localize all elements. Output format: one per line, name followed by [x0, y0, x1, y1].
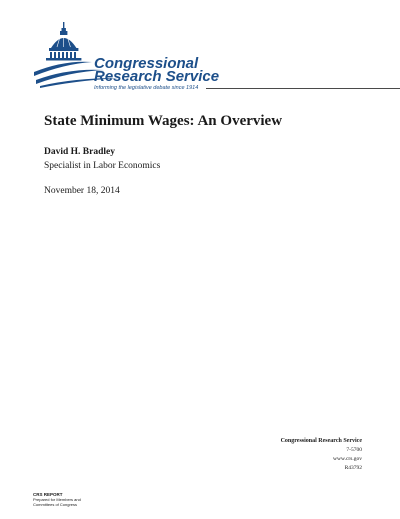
- logo-tagline: Informing the legislative debate since 1914: [94, 85, 199, 91]
- logo-name-line2: Research Service: [94, 68, 220, 85]
- contact-phone: 7-5700: [346, 447, 362, 453]
- author-role: Specialist in Labor Economics: [44, 161, 161, 171]
- report-date: November 18, 2014: [44, 186, 120, 196]
- logo-divider: [206, 88, 400, 89]
- crs-logo: [28, 22, 373, 92]
- footer-label: CRS REPORT: [33, 492, 63, 497]
- crs-report-footer: [33, 492, 81, 507]
- author-name: David H. Bradley: [44, 147, 115, 157]
- contact-org: Congressional Research Service: [280, 438, 362, 444]
- report-number: R43792: [344, 465, 362, 471]
- report-title: State Minimum Wages: An Overview: [44, 113, 283, 129]
- footer-line1: Prepared for Members and: [33, 497, 81, 502]
- logo-name-line1: Congressional: [94, 55, 199, 72]
- footer-line2: Committees of Congress: [33, 502, 78, 507]
- contact-website: www.crs.gov: [333, 456, 362, 462]
- contact-block: [281, 437, 362, 473]
